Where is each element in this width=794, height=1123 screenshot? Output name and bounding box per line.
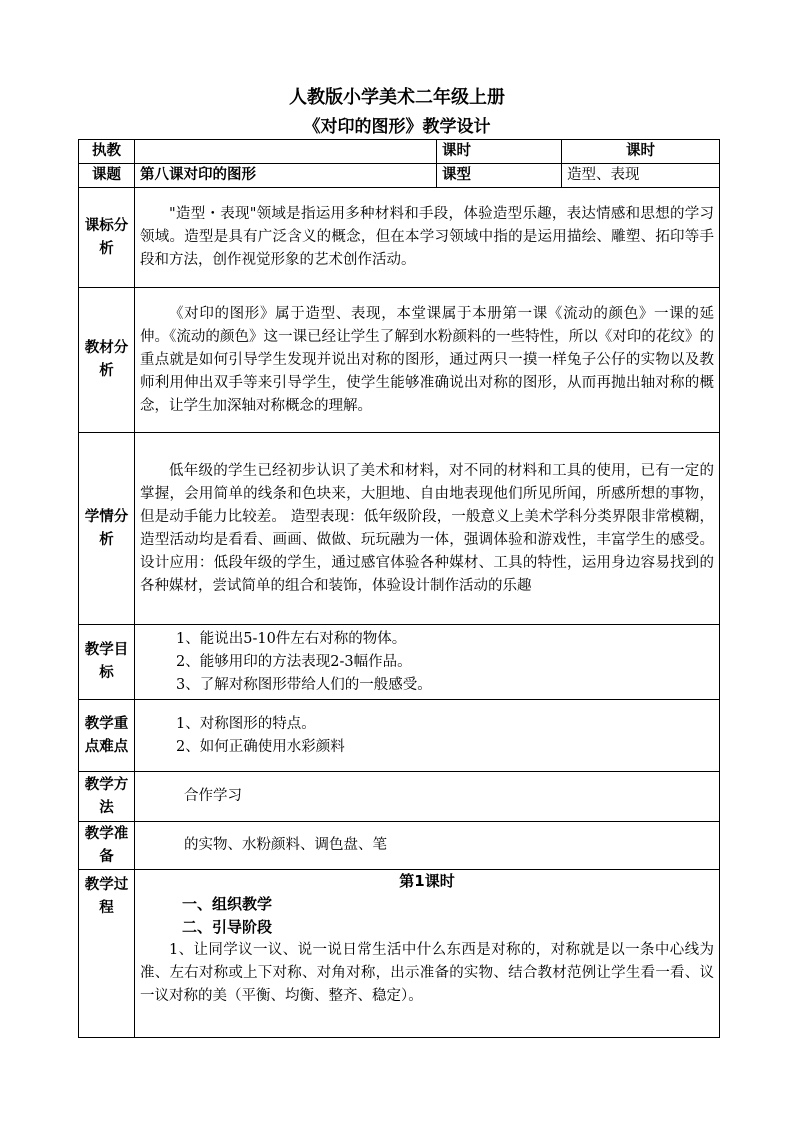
table-row-curriculum (79, 188, 720, 288)
table-row-students (79, 433, 720, 625)
topic-value: 第八课对印的图形 (135, 164, 437, 188)
keypoint-item: 2、如何正确使用水彩颜料 (176, 738, 345, 755)
teaching-prep-text: 的实物、水粉颜料、调色盘、笔 (184, 837, 387, 853)
teaching-goals-list (135, 625, 720, 700)
goal-item: 2、能够用印的方法表现2-3幅作品。 (176, 653, 412, 670)
table-row-topic (79, 164, 720, 188)
document-subtitle: 《对印的图形》教学设计 (303, 117, 491, 137)
label-teaching-goals: 教学目标 (79, 625, 135, 700)
table-row-teacher (79, 140, 720, 164)
table-row-keypoints (79, 700, 720, 772)
label-period-2: 课时 (562, 140, 720, 164)
document-title: 人教版小学美术二年级上册 (289, 87, 505, 108)
label-material-analysis: 教材分析 (79, 288, 135, 433)
label-teaching-method: 教学方法 (79, 772, 135, 822)
process-paragraph: 1、让同学议一议、说一说日常生活中什么东西是对称的，对称就是以一条中心线为准、左右对称或上下对称、对角对称，出示准备的实物、结合教材范例让学生看一看、议一议对称的美（平衡、均衡、整齐、稳定）。 (140, 942, 714, 1004)
label-teaching-prep: 教学准备 (79, 822, 135, 870)
teaching-method-cell (135, 772, 720, 822)
lesson-plan-table (78, 139, 720, 1038)
student-analysis-text (135, 433, 720, 625)
curriculum-analysis-text (135, 188, 720, 288)
table-row-process (79, 870, 720, 1038)
curriculum-paragraph: "造型・表现"领域是指运用多种材料和手段，体验造型乐趣，表达情感和思想的学习领域。造型是具有广泛含义的概念，但在本学习领域中指的是运用描绘、雕塑、拓印等手段和方法，创作视觉形象的艺术创作活动。 (140, 206, 714, 268)
label-teacher: 执教 (79, 140, 135, 164)
label-student-analysis: 学情分析 (79, 433, 135, 625)
table-row-prep (79, 822, 720, 870)
section-heading-guide: 二、引导阶段 (182, 918, 273, 936)
section-heading-organize: 一、组织教学 (182, 895, 273, 913)
period-heading: 第1课时 (399, 872, 455, 890)
goal-item: 1、能说出5-10件左右对称的物体。 (176, 630, 407, 647)
keypoint-item: 1、对称图形的特点。 (176, 715, 316, 732)
label-teaching-process: 教学过程 (79, 870, 135, 1038)
label-lesson-type: 课型 (437, 164, 562, 188)
teaching-process-cell (135, 870, 720, 1038)
table-row-goals (79, 625, 720, 700)
label-key-points: 教学重点难点 (79, 700, 135, 772)
table-row-method (79, 772, 720, 822)
label-period-1: 课时 (437, 140, 562, 164)
key-points-list (135, 700, 720, 772)
goal-item: 3、了解对称图形带给人们的一般感受。 (176, 676, 432, 693)
lesson-type-value: 造型、表现 (562, 164, 720, 188)
material-paragraph: 《对印的图形》属于造型、表现，本堂课属于本册第一课《流动的颜色》一课的延伸。《流动的颜色》这一课已经让学生了解到水粉颜料的一些特性，所以《对印的花纹》的重点就是如何引导学生发现并说出对称的图形，通过两只一摸一样兔子公仔的实物以及教师利用伸出双手等来引导学生，使学生能够准确说出对称的图形，从而再抛出轴对称的概念，让学生加深轴对称概念的理解。 (140, 305, 714, 414)
material-analysis-text (135, 288, 720, 433)
table-row-material (79, 288, 720, 433)
student-paragraph: 低年级的学生已经初步认识了美术和材料，对不同的材料和工具的使用，已有一定的掌握，会用简单的线条和色块来，大胆地、自由地表现他们所见所闻，所感所想的事物，但是动手能力比较差。 造型表现：低年级阶段，一般意义上美术学科分类界限非常模糊，造型活动均是看看、画画、做做、玩玩融为一体，强调体验和游戏性，丰富学生的感受。 设计应用：低段年级的学生，通过感官体验各种媒材、工具的特性，运用身边容易找到的各种媒材，尝试简单的组合和装饰，体验设计制作活动的乐趣 (140, 462, 714, 594)
teacher-value (135, 140, 437, 164)
label-topic: 课题 (79, 164, 135, 188)
label-curriculum-analysis: 课标分析 (79, 188, 135, 288)
teaching-prep-cell (135, 822, 720, 870)
teaching-method-text: 合作学习 (184, 788, 242, 804)
